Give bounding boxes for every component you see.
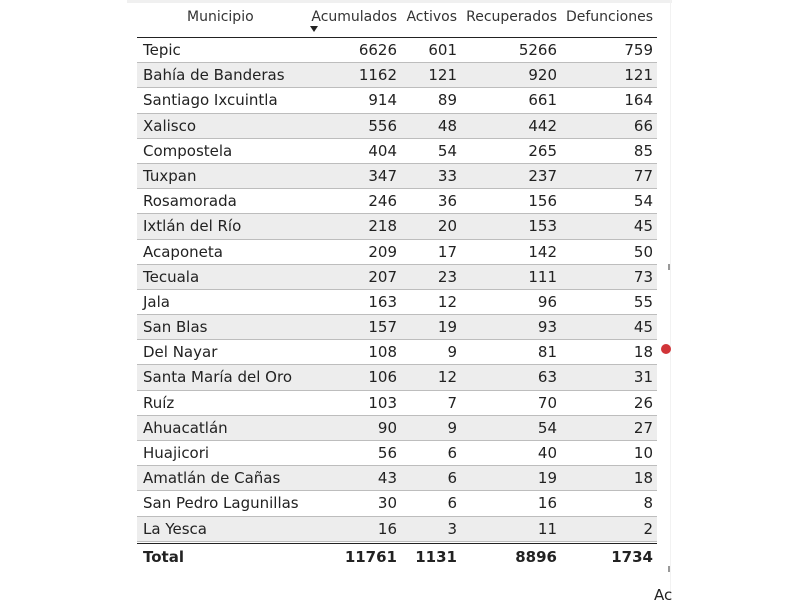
cell-acumulados: 404: [368, 141, 397, 160]
cell-defunciones: 10: [633, 444, 653, 462]
cell-recuperados: 11: [537, 519, 557, 538]
table-row[interactable]: [137, 164, 657, 189]
cell-activos: 6: [447, 494, 457, 513]
cell-recuperados: 153: [528, 217, 557, 236]
cell-activos: 89: [437, 91, 457, 110]
cell-defunciones: 73: [633, 267, 653, 286]
cell-activos: 6: [447, 469, 457, 488]
table-row[interactable]: [137, 315, 657, 340]
cell-acumulados: 56: [377, 444, 397, 462]
cell-recuperados: 96: [537, 292, 557, 311]
cell-acumulados: 246: [368, 192, 397, 211]
cell-defunciones: 54: [633, 192, 653, 211]
table-row[interactable]: [137, 491, 657, 516]
cell-recuperados: 16: [537, 494, 557, 513]
cell-municipio: Compostela: [143, 141, 233, 160]
cell-activos: 33: [437, 166, 457, 185]
column-header-municipio[interactable]: Municipio: [187, 9, 254, 25]
cell-municipio: Bahía de Banderas: [143, 66, 285, 85]
cell-activos: 9: [447, 343, 457, 362]
cell-defunciones: 27: [633, 418, 653, 437]
cell-activos: 601: [428, 41, 457, 59]
total-acumulados: 11761: [344, 547, 397, 566]
cell-acumulados: 1162: [358, 66, 397, 85]
cell-acumulados: 157: [368, 318, 397, 337]
cell-defunciones: 759: [624, 41, 653, 59]
red-marker-dot: [661, 344, 671, 354]
cell-defunciones: 31: [633, 368, 653, 387]
cell-acumulados: 103: [368, 393, 397, 412]
cell-municipio: Tuxpan: [143, 166, 197, 185]
cell-acumulados: 556: [368, 116, 397, 135]
cell-municipio: Jala: [143, 292, 170, 311]
cell-recuperados: 40: [537, 444, 557, 462]
column-header-defunciones[interactable]: Defunciones: [565, 9, 653, 25]
cell-acumulados: 218: [368, 217, 397, 236]
cell-activos: 23: [437, 267, 457, 286]
cell-acumulados: 90: [377, 418, 397, 437]
cell-activos: 121: [428, 66, 457, 85]
cell-municipio: Acaponeta: [143, 242, 223, 261]
table-row[interactable]: [137, 63, 657, 88]
cell-defunciones: 18: [633, 469, 653, 488]
cell-defunciones: 45: [633, 318, 653, 337]
data-table: [137, 3, 657, 571]
cell-activos: 12: [437, 368, 457, 387]
cell-recuperados: 920: [528, 66, 557, 85]
cell-municipio: Amatlán de Cañas: [143, 469, 281, 488]
cell-acumulados: 108: [368, 343, 397, 362]
total-activos: 1131: [415, 547, 457, 566]
cell-defunciones: 50: [633, 242, 653, 261]
cell-municipio: Tecuala: [143, 267, 200, 286]
cell-defunciones: 2: [643, 519, 653, 538]
cell-municipio: Del Nayar: [143, 343, 218, 362]
table-row[interactable]: [137, 38, 657, 63]
cell-activos: 12: [437, 292, 457, 311]
cell-municipio: Xalisco: [143, 116, 197, 135]
total-row: [137, 543, 657, 571]
column-header-recuperados[interactable]: Recuperados: [466, 9, 557, 25]
table-row[interactable]: [137, 139, 657, 164]
column-header-acumulados[interactable]: Acumulados: [311, 9, 397, 25]
table-row[interactable]: [137, 88, 657, 113]
cell-recuperados: 237: [528, 166, 557, 185]
cell-acumulados: 163: [368, 292, 397, 311]
cell-acumulados: 209: [368, 242, 397, 261]
cell-defunciones: 77: [633, 166, 653, 185]
edge-mark: [668, 566, 670, 572]
cell-defunciones: 85: [633, 141, 653, 160]
cell-municipio: Ahuacatlán: [143, 418, 228, 437]
cell-activos: 3: [447, 519, 457, 538]
cell-activos: 6: [447, 444, 457, 462]
table-row[interactable]: [137, 290, 657, 315]
cell-recuperados: 142: [528, 242, 557, 261]
cell-municipio: La Yesca: [143, 519, 207, 538]
cell-defunciones: 8: [643, 494, 653, 513]
cell-acumulados: 347: [368, 166, 397, 185]
cell-activos: 48: [437, 116, 457, 135]
cell-recuperados: 54: [537, 418, 557, 437]
cell-activos: 19: [437, 318, 457, 337]
cell-acumulados: 106: [368, 368, 397, 387]
cell-activos: 7: [447, 393, 457, 412]
cell-recuperados: 81: [537, 343, 557, 362]
cell-defunciones: 55: [633, 292, 653, 311]
cell-municipio: Ruíz: [143, 393, 175, 412]
cell-defunciones: 164: [624, 91, 653, 110]
cell-recuperados: 5266: [518, 41, 557, 59]
table-row[interactable]: [137, 466, 657, 491]
table-row[interactable]: [137, 189, 657, 214]
cell-acumulados: 43: [377, 469, 397, 488]
cell-recuperados: 156: [528, 192, 557, 211]
cell-acumulados: 6626: [358, 41, 397, 59]
table-row[interactable]: [137, 340, 657, 365]
table-header: [137, 3, 657, 38]
cell-defunciones: 26: [633, 393, 653, 412]
cell-municipio: Huajicori: [143, 444, 210, 462]
cell-municipio: Ixtlán del Río: [143, 217, 242, 236]
table-row[interactable]: [137, 517, 657, 542]
sort-descending-icon: [310, 26, 318, 32]
cell-activos: 17: [437, 242, 457, 261]
table-row[interactable]: [137, 365, 657, 390]
cell-recuperados: 111: [528, 267, 557, 286]
table-row[interactable]: [137, 214, 657, 239]
cell-recuperados: 93: [537, 318, 557, 337]
cell-activos: 36: [437, 192, 457, 211]
cell-acumulados: 30: [377, 494, 397, 513]
cell-recuperados: 19: [537, 469, 557, 488]
cell-recuperados: 442: [528, 116, 557, 135]
cell-acumulados: 207: [368, 267, 397, 286]
table-body: [137, 38, 657, 542]
cell-defunciones: 121: [624, 66, 653, 85]
table-row[interactable]: [137, 391, 657, 416]
total-label: Total: [143, 547, 184, 566]
column-header-activos[interactable]: Activos: [406, 9, 457, 25]
total-defunciones: 1734: [611, 547, 653, 566]
cell-acumulados: 914: [368, 91, 397, 110]
table-row[interactable]: [137, 114, 657, 139]
cell-activos: 9: [447, 418, 457, 437]
cell-municipio: Santiago Ixcuintla: [143, 91, 278, 110]
visual-edge: [670, 0, 671, 600]
cell-defunciones: 18: [633, 343, 653, 362]
cell-municipio: Rosamorada: [143, 192, 237, 211]
cell-municipio: Santa María del Oro: [143, 368, 292, 387]
cell-defunciones: 66: [633, 116, 653, 135]
cell-acumulados: 16: [377, 519, 397, 538]
cell-recuperados: 661: [528, 91, 557, 110]
cell-municipio: San Pedro Lagunillas: [143, 494, 299, 513]
total-recuperados: 8896: [515, 547, 557, 566]
cell-recuperados: 70: [537, 393, 557, 412]
edge-mark: [668, 264, 670, 270]
table-row[interactable]: [137, 265, 657, 290]
cell-recuperados: 63: [537, 368, 557, 387]
cell-recuperados: 265: [528, 141, 557, 160]
cut-off-label: Ac: [654, 586, 673, 604]
cell-municipio: Tepic: [143, 41, 181, 59]
cell-municipio: San Blas: [143, 318, 208, 337]
cell-activos: 54: [437, 141, 457, 160]
cell-defunciones: 45: [633, 217, 653, 236]
table-row[interactable]: [137, 416, 657, 441]
table-row[interactable]: [137, 441, 657, 466]
cell-activos: 20: [437, 217, 457, 236]
table-row[interactable]: [137, 240, 657, 265]
